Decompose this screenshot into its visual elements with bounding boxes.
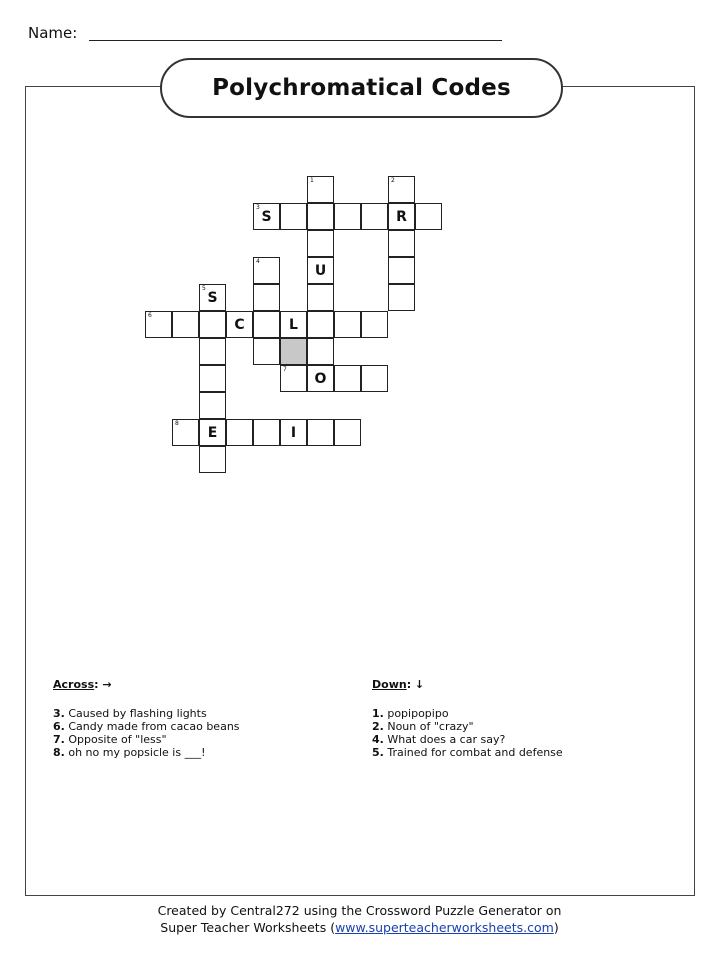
cell-number: 1	[310, 177, 314, 184]
crossword-cell[interactable]	[199, 284, 226, 311]
crossword-cell[interactable]	[334, 365, 361, 392]
crossword-cell[interactable]	[388, 203, 415, 230]
crossword-cell[interactable]	[145, 311, 172, 338]
clue-number: 4.	[372, 733, 384, 746]
crossword-cell[interactable]	[361, 203, 388, 230]
cell-number: 2	[391, 177, 395, 184]
crossword-cell[interactable]	[388, 176, 415, 203]
crossword-cell[interactable]	[280, 203, 307, 230]
crossword-cell[interactable]	[307, 365, 334, 392]
crossword-cell[interactable]	[307, 284, 334, 311]
crossword-cell[interactable]	[361, 311, 388, 338]
clue-text: What does a car say?	[387, 733, 506, 746]
crossword-cell[interactable]	[199, 392, 226, 419]
crossword-cell[interactable]	[361, 365, 388, 392]
cell-letter: L	[289, 316, 298, 333]
crossword-cell[interactable]	[226, 419, 253, 446]
clue-number: 1.	[372, 707, 384, 720]
across-heading	[53, 678, 240, 691]
crossword-cell[interactable]	[334, 311, 361, 338]
cell-letter: O	[314, 370, 327, 387]
cell-number: 3	[256, 204, 260, 211]
cell-letter: E	[207, 424, 218, 441]
crossword-cell[interactable]	[172, 419, 199, 446]
crossword-cell[interactable]	[280, 311, 307, 338]
cell-letter: I	[290, 424, 297, 441]
crossword-cell[interactable]	[253, 284, 280, 311]
cell-number: 5	[202, 285, 206, 292]
footer-line-2	[0, 919, 719, 936]
crossword-cell[interactable]	[307, 419, 334, 446]
across-clue	[53, 733, 240, 746]
crossword-cell[interactable]	[334, 419, 361, 446]
crossword-cell[interactable]	[307, 257, 334, 284]
clue-text: Opposite of "less"	[68, 733, 167, 746]
down-clue	[372, 707, 563, 720]
crossword-cell[interactable]	[199, 311, 226, 338]
crossword-cell[interactable]	[280, 365, 307, 392]
across-heading-text: Across	[53, 678, 95, 691]
crossword-cell[interactable]	[334, 203, 361, 230]
crossword-cell[interactable]	[415, 203, 442, 230]
crossword-cell[interactable]	[199, 446, 226, 473]
crossword-cell[interactable]	[253, 257, 280, 284]
down-heading-text: Down	[372, 678, 407, 691]
crossword-cell[interactable]	[199, 419, 226, 446]
cell-number: 4	[256, 258, 260, 265]
across-arrow: : →	[94, 678, 112, 691]
across-clue	[53, 720, 240, 733]
crossword-cell-shaded[interactable]	[280, 338, 307, 365]
down-clue	[372, 746, 563, 759]
down-clues	[372, 678, 563, 759]
crossword-cell[interactable]	[226, 311, 253, 338]
down-clue	[372, 720, 563, 733]
crossword-cell[interactable]	[307, 203, 334, 230]
crossword-cell[interactable]	[307, 338, 334, 365]
crossword-cell[interactable]	[280, 419, 307, 446]
footer-link[interactable]: www.superteacherworksheets.com	[335, 920, 554, 935]
across-clues	[53, 678, 240, 759]
clue-number: 5.	[372, 746, 384, 759]
footer	[0, 902, 719, 936]
crossword-cell[interactable]	[253, 311, 280, 338]
footer-line-1: Created by Central272 using the Crossword Puzzle Generator on	[157, 903, 562, 918]
name-label: Name:	[28, 24, 78, 42]
across-clue	[53, 707, 240, 720]
crossword-cell[interactable]	[307, 176, 334, 203]
cell-letter: S	[261, 208, 272, 225]
clue-text: Trained for combat and defense	[387, 746, 563, 759]
cell-letter: C	[234, 316, 245, 333]
crossword-cell[interactable]	[307, 311, 334, 338]
crossword-cell[interactable]	[199, 338, 226, 365]
crossword-cell[interactable]	[199, 365, 226, 392]
crossword-cell[interactable]	[172, 311, 199, 338]
cell-letter: R	[396, 208, 407, 225]
clue-number: 7.	[53, 733, 65, 746]
crossword-cell[interactable]	[388, 257, 415, 284]
down-arrow: : ↓	[406, 678, 425, 691]
crossword-cell[interactable]	[253, 203, 280, 230]
crossword-cell[interactable]	[253, 419, 280, 446]
clue-text: Noun of "crazy"	[387, 720, 474, 733]
clue-text: oh no my popsicle is ___!	[68, 746, 206, 759]
cell-number: 7	[283, 366, 287, 373]
clue-number: 6.	[53, 720, 65, 733]
down-heading	[372, 678, 563, 691]
footer-suffix: )	[553, 920, 559, 935]
cell-letter: S	[207, 289, 218, 306]
worksheet-title: Polychromatical Codes	[212, 75, 511, 101]
clue-number: 8.	[53, 746, 65, 759]
clue-number: 3.	[53, 707, 65, 720]
down-clue	[372, 733, 563, 746]
crossword-cell[interactable]	[388, 284, 415, 311]
cell-number: 8	[175, 420, 179, 427]
clue-text: popipopipo	[387, 707, 449, 720]
crossword-cell[interactable]	[307, 230, 334, 257]
clue-text: Candy made from cacao beans	[68, 720, 240, 733]
crossword-cell[interactable]	[253, 338, 280, 365]
cell-number: 6	[148, 312, 152, 319]
cell-letter: U	[314, 262, 327, 279]
clue-text: Caused by flashing lights	[68, 707, 207, 720]
clue-number: 2.	[372, 720, 384, 733]
crossword-cell[interactable]	[388, 230, 415, 257]
across-clue	[53, 746, 240, 759]
footer-prefix: Super Teacher Worksheets (	[160, 920, 336, 935]
